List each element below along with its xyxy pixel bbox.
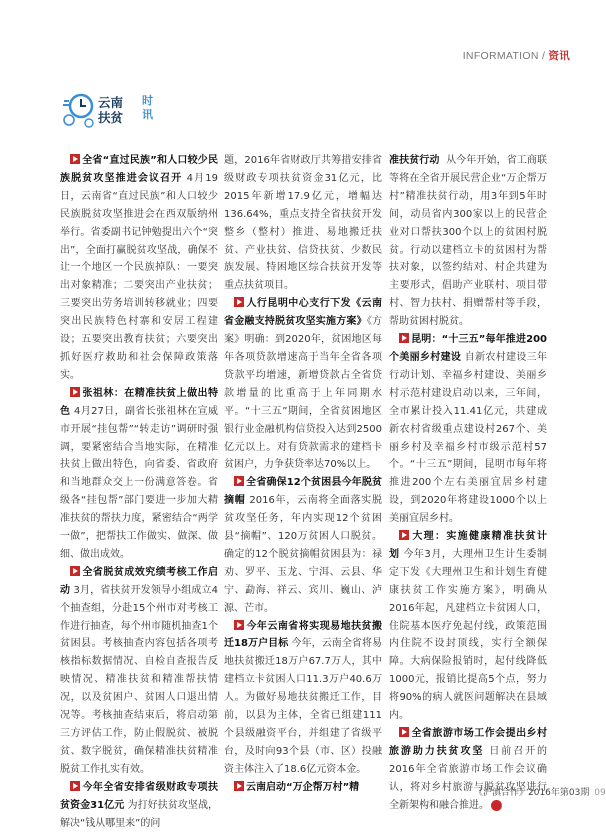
news-body: 2016年，云南将全面落实脱贫攻坚任务，年内实现12个贫困县“摘帽”、120万贫困人口脱贫。确定的12个脱贫摘帽贫困县为：禄劝、罗平、玉龙、宁洱、云县、华宁、勐海、祥云、宾川、巍山、泸源、芒市。 xyxy=(224,495,383,614)
news-item xyxy=(224,779,382,797)
news-body: 今年，云南全省将易地扶贫搬迁18万户67.7万人，其中建档立卡贫困人口11.3万户40.6万人。为做好易地扶贫搬迁工作，目前，以县为主体，全省已组建111个县级融资平台，并组建了省级平台，及时向93个县（市、区）投融资主体注入了18.6亿元资本金。 xyxy=(224,638,383,775)
news-item xyxy=(389,528,547,725)
logo-line2: 扶贫 xyxy=(98,110,124,125)
news-body: 日前召开的2016年全省旅游市场工作会议确认，将对乡村旅游与脱贫攻坚进行全新架构和融合推进。 xyxy=(389,745,548,811)
arrow-marker-icon xyxy=(70,566,80,576)
end-mark-icon: ■ xyxy=(491,800,502,811)
column-logo xyxy=(62,88,160,132)
publication-name: 《沪滇合作》2016年第03期 xyxy=(474,788,590,798)
section-header-sep: / xyxy=(541,50,546,62)
news-headline: 大理：实施健康精准扶贫计划 xyxy=(389,531,547,560)
page-footer xyxy=(474,785,606,798)
news-body: 自新农村建设三年行动计划、幸福乡村建设、美丽乡村示范村建设启动以来，三年间，全市累计投入11.41亿元，共建成新农村省级重点建设村267个、美丽乡村及幸福乡村市级示范村57个。“十三五”期间，昆明市每年将推进200个左右美丽宜居乡村建设，到2020年将建设1000个以上美丽宜居乡村。 xyxy=(389,351,547,525)
news-body: 从今年开始，省工商联等将在全省开展民营企业“万企帮万村”精准扶贫行动，用3年到5年时间，动员省内300家以上的民营企业对口帮扶300个以上的贫困村脱贫。行动以建档立卡的贫困村为帮扶对象，以签约结对、村企共建为主要形式，倡助产业联村、项目带村、智力扶村、捐赠帮村等手段，帮助贫困村脱贫。 xyxy=(389,155,548,328)
news-headline: 今年云南省将实现易地扶贫搬迁18万户目标 xyxy=(224,620,382,650)
news-headline: 全省确保12个贫困县今年脱贫摘帽 xyxy=(224,477,382,507)
news-body: 4月19日，云南省“直过民族”和人口较少民族脱贫攻坚推进会在西双版纳州举行。省委副书记钟勉提出六个“突出”，全面打赢脱贫攻坚战，确保不让一个地区一个民族掉队：一要突出对象精准；二要突出产业扶贫；三要突出劳务培训转移就业；四要突出民族特色村寨和安居工程建设；五要突出教育扶贫；六要突出抓好医疗救助和社会保障政策落实。 xyxy=(60,172,219,381)
news-item xyxy=(60,385,218,564)
arrow-marker-icon xyxy=(70,154,80,164)
news-item xyxy=(224,295,382,474)
news-item xyxy=(60,779,218,832)
news-item xyxy=(60,564,218,779)
news-headline: 人行昆明中心支行下发《云南省金融支持脱贫攻坚实施方案》 xyxy=(224,298,382,328)
news-item xyxy=(224,618,382,779)
arrow-marker-icon xyxy=(234,297,244,307)
news-headline: 准扶贫行动 xyxy=(389,155,440,166)
logo-badge: 时讯 xyxy=(142,94,153,121)
news-headline: 张祖林：在精准扶贫上做出特色 xyxy=(60,387,218,417)
news-continuation xyxy=(389,152,547,331)
news-headline: 全省脱贫成效究绩考核工作启动 xyxy=(60,566,218,596)
news-body: 3月，省扶贫开发领导小组成立4个抽查组，分赴15个州市对考核工作进行抽查，每个州市随机抽查1个贫困县。考核抽查内容包括各项考核指标数据情况、自检自查报告反映情况、精准扶贫和精准帮扶情况，以及贫困户、贫困人口退出情况等。考核抽查结束后，将启动第三方评估工作，防止假脱贫、被脱贫、数字脱贫，确保精准扶贫精准脱贫工作扎实有效。 xyxy=(60,584,218,775)
news-headline: 昆明：“十三五”每年推进200个美丽乡村建设 xyxy=(389,334,547,363)
section-header-en: INFORMATION xyxy=(462,50,539,62)
news-body: 今年3月，大理州卫生计生委制定下发《大理州卫生和计划生育健康扶贫工作实施方案》，明确从2016年起，凡建档立卡贫困人口，住院基本医疗免起付线，政策范围内住院不设封顶线，实行全额保障。大病保险报销时，起付线降低1000元，报销比提高5个点，努力将90%的病人就医问题解决在县域内。 xyxy=(389,548,547,722)
news-item xyxy=(224,474,382,617)
news-continuation: 题，2016年省财政厅共筹措安排省级财政专项扶贫资金31亿元，比2015年新增17.9亿元，增幅达136.64%，重点支持全省扶贫开发整乡（整村）推进、易地搬迁扶贫、产业扶贫、信贷扶贫、少数民族发展、特困地区综合扶贫开发等重点扶贫项目。 xyxy=(224,155,382,292)
arrow-marker-icon xyxy=(234,620,244,630)
news-body: 4月27日，副省长张祖林在宣威市开展“挂包帮”“转走访”调研时强调，要紧密结合当地实际，在精准扶贫上做出特色，向省委、省政府和当地群众交上一份满意答卷。省级各“挂包帮”部门要进一步加大精准扶贫的帮扶力度，紧密结合“两学一做”，把帮扶工作做实、做深、做细、做出成效。 xyxy=(60,405,218,560)
news-item xyxy=(389,725,547,815)
page-number: 09 xyxy=(594,788,606,798)
column-3 xyxy=(389,152,547,815)
arrow-marker-icon xyxy=(234,781,244,791)
arrow-marker-icon xyxy=(70,781,80,791)
news-headline: 今年全省安排省级财政专项扶贫资金31亿元 xyxy=(60,781,218,811)
arrow-marker-icon xyxy=(399,727,409,737)
news-item xyxy=(389,331,547,528)
column-1 xyxy=(60,152,218,832)
news-body: 《方案》明确：到2020年，贫困地区每年各项贷款增速高于当年全省各项贷款平均增速，新增贷款占全省贷款增量的比重高于上年同期水平。“十三五”期间，全省贫困地区银行业金融机构信贷投入达到2500亿元以上。对有贷款需求的建档卡贫困户，力争获贷率达70%以上。 xyxy=(224,316,383,471)
arrow-marker-icon xyxy=(399,530,409,540)
arrow-marker-icon xyxy=(399,333,409,343)
news-headline: 全省“直过民族”和人口较少民族脱贫攻坚推进会议召开 xyxy=(60,155,218,184)
section-header xyxy=(463,48,570,63)
column-2 xyxy=(224,152,382,797)
news-body: 为打好扶贫攻坚战，解决“钱从哪里来”的问 xyxy=(60,799,219,829)
section-header-zh: 资讯 xyxy=(548,50,570,62)
news-item xyxy=(60,152,218,385)
arrow-marker-icon xyxy=(70,387,80,397)
logo-line1: 云南 xyxy=(98,95,124,110)
news-headline: 全省旅游市场工作会提出乡村旅游助力扶贫攻坚 xyxy=(389,728,547,757)
arrow-marker-icon xyxy=(234,476,244,486)
clock-coin-icon xyxy=(62,90,98,130)
news-headline: 云南启动“万企帮万村”精 xyxy=(246,781,360,793)
